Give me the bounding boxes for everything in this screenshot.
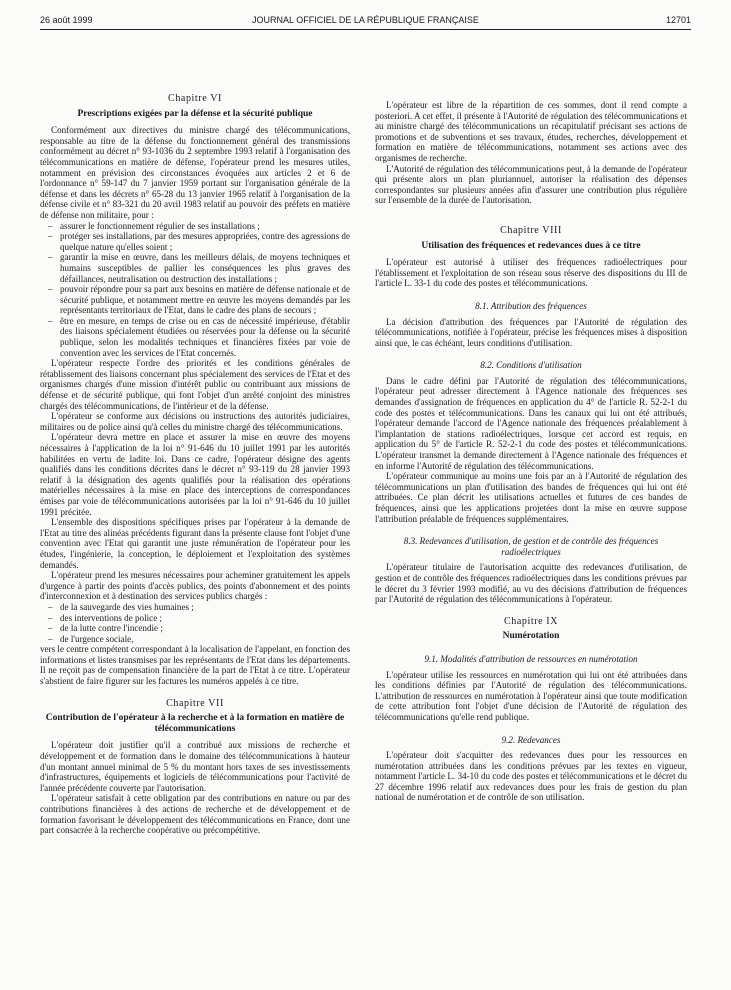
paragraph: Conformément aux directives du ministre chargé des télécommunications, responsable au titre de la défense du fonctionnement général des transmissions conformément au décret n° 93-1036 du 2 septembre 1993 relatif à l'organisation des télécommunications en matière de défense, l'opérateur prend les mesures utiles, notamment en prévision des circonstances évoquées aux articles 2 et 6 de l'ordonnance n° 59-147 du 7 janvier 1959 portant sur l'organisation générale de la défense et dans les décrets n° 65-28 du 13 janvier 1965 relatif à l'organisation de la défense civile et n° 83-321 du 20 avril 1983 relatif au pouvoir des préfets en matière de défense non militaire, pour :: [40, 125, 350, 220]
list-item: – être en mesure, en temps de crise ou en cas de nécessité impérieuse, d'établir des liaisons spécialement étudiées ou réservées pour la défense ou la sécurité publique, selon les modalités techniques et financières fixées par voie de convention avec les services de l'Etat concernés.: [52, 316, 350, 358]
list-item: – de la sauvegarde des vies humaines ;: [52, 602, 350, 613]
paragraph: L'opérateur prend les mesures nécessaires pour acheminer gratuitement les appels d'urgence à partir des points d'accès publics, des points d'abonnement et des points d'interconnexion et à destination des services publics chargés :: [40, 570, 350, 602]
section-8-3-heading: 8.3. Redevances d'utilisation, de gestion et de contrôle des fréquences radioélectriques: [403, 536, 659, 557]
chapter-8-title: Utilisation des fréquences et redevances dues à ce titre: [421, 240, 641, 251]
list-item: – des interventions de police ;: [52, 613, 350, 624]
chapter-8-label: Chapitre VIII: [500, 224, 562, 236]
paragraph: L'Autorité de régulation des télécommunications peut, à la demande de l'opérateur qui présente alors un plan pluriannuel, autoriser la réalisation des dépenses correspondantes sur plusieurs années afin d'assurer une contribution plus régulière sur l'ensemble de la durée de l'autorisation.: [375, 163, 687, 206]
paragraph: Dans le cadre défini par l'Autorité de régulation des télécommunications, l'opérateur peut adresser directement à l'Agence nationale des fréquences ses demandes d'assignation de fréquences en application du 4° de l'article R. 52-2-1 du code des postes et télécommunications. Dans les canaux qui lui ont été attribués, l'opérateur demande l'accord de l'Agence nationale des fréquences préalablement à l'implantation de stations radioélectriques, lorsque cet accord est requis, en application du 5° de l'article R. 52-2-1 du code des postes et télécommunications. L'opérateur transmet la demande directement à l'Agence nationale des fréquences et en informe l'Autorité de régulation des télécommunications.: [375, 375, 687, 471]
header-journal-title: JOURNAL OFFICIEL DE LA RÉPUBLIQUE FRANÇAISE: [252, 15, 479, 25]
left-column: [40, 94, 350, 836]
paragraph: L'opérateur satisfait à cette obligation par des contributions en nature ou par des contributions financières à des actions de recherche et de développement et de formation favorisant le développement des télécommunications en France, dont une part consacrée à la recherche coopérative ou précompétitive.: [40, 793, 350, 836]
section-9-2-heading: 9.2. Redevances: [501, 734, 561, 745]
page-header: [40, 13, 691, 30]
list-item: – garantir la mise en œuvre, dans les meilleurs délais, de moyens techniques et humains susceptibles de pallier les conséquences les plus graves des défaillances, neutralisation ou destruction des installations ;: [52, 252, 350, 284]
paragraph: L'opérateur utilise les ressources en numérotation qui lui ont été attribuées dans les conditions définies par l'Autorité de régulation des télécommunications. L'attribution de ressources en numérotation à l'opérateur ainsi que toute modification de cette attribution font l'objet d'une décision de l'Autorité de régulation des télécommunications qu'elle rend publique.: [375, 669, 687, 722]
right-column: [375, 100, 687, 803]
emergency-services-list: [40, 602, 350, 644]
obligations-list: [40, 221, 350, 359]
paragraph: L'opérateur doit s'acquitter des redevances dues pour les ressources en numérotation attribuées dans les conditions prévues par les textes en vigueur, notamment l'article L. 34-10 du code des postes et télécommunications et le décret du 27 décembre 1996 relatif aux redevances dues pour les frais de gestion du plan national de numérotation et de contrôle de son utilisation.: [375, 750, 687, 803]
paragraph: La décision d'attribution des fréquences par l'Autorité de régulation des télécommunications, notifiée à l'opérateur, précise les fréquences mises à disposition ainsi que, le cas échéant, leurs conditions d'utilisation.: [375, 316, 687, 348]
paragraph: L'opérateur doit justifier qu'il a contribué aux missions de recherche et développement et de formation dans le domaine des télécommunications à hauteur d'un montant annuel minimal de 5 % du montant hors taxes de ses investissements d'infrastructures, équipements et logiciels de télécommunications pour l'activité de l'année précédente couverte par l'autorisation.: [40, 740, 350, 793]
paragraph: L'opérateur se conforme aux décisions ou instructions des autorités judiciaires, militaires ou de police ainsi qu'à celles du ministre chargé des télécommunications.: [40, 411, 350, 432]
paragraph: L'opérateur est autorisé à utiliser des fréquences radioélectriques pour l'établissement et l'exploitation de son réseau sous réserve des dispositions du III de l'article L. 33-1 du code des postes et télécommunications.: [375, 257, 687, 289]
paragraph: vers le centre compétent correspondant à la localisation de l'appelant, en fonction des informations et listes transmises par les représentants de l'Etat dans les départements. Il ne reçoit pas de compensation financière de la part de l'Etat à ce titre. L'opérateur s'abstient de faire figurer sur les factures les numéros appelés à ce titre.: [40, 644, 350, 687]
chapter-9-label: Chapitre IX: [503, 615, 559, 627]
paragraph: L'opérateur titulaire de l'autorisation acquitte des redevances d'utilisation, de gestion et de contrôle des fréquences radioélectriques dans les conditions prévues par le décret du 3 février 1993 modifié, au vu des décisions d'attribution de fréquences par l'Autorité de régulation des télécommunications à l'opérateur.: [375, 562, 687, 605]
chapter-9-title: Numérotation: [502, 631, 560, 642]
section-9-1-heading: 9.1. Modalités d'attribution de ressources en numérotation: [424, 653, 638, 664]
list-item: – pouvoir répondre pour sa part aux besoins en matière de défense nationale et de sécurité publique, et notamment mettre en œuvre les moyens demandés par les représentants territoriaux de l'Etat, dans le cadre des plans de secours ;: [52, 284, 350, 316]
list-item: – de la lutte contre l'incendie ;: [52, 623, 350, 634]
chapter-6-title: Prescriptions exigées par la défense et la sécurité publique: [77, 108, 313, 119]
section-8-2-heading: 8.2. Conditions d'utilisation: [480, 360, 582, 371]
chapter-6-label: Chapitre VI: [168, 93, 222, 104]
header-date: 26 août 1999: [40, 15, 93, 25]
chapter-7-title: Contribution de l'opérateur à la recherche et à la formation en matière de télécommunications: [45, 713, 345, 734]
paragraph: L'opérateur communique au moins une fois par an à l'Autorité de régulation des télécommunications un plan d'utilisation des bandes de fréquences qui lui ont été attribuées. Ce plan décrit les utilisations actuelles et futures de ces bandes de fréquences, ainsi que les applications projetées dont la mise en œuvre suppose l'attribution préalable de fréquences supplémentaires.: [375, 471, 687, 524]
paragraph: L'opérateur respecte l'ordre des priorités et les conditions générales de rétablissement des liaisons concernant plus spécialement des services de l'Etat et des organismes chargés d'une mission d'intérêt public ou contribuant aux missions de défense et de sécurité publique, qui font l'objet d'un arrêté conjoint des ministres chargés des télécommunications, de l'intérieur et de la défense.: [40, 358, 350, 411]
paragraph: L'ensemble des dispositions spécifiques prises par l'opérateur à la demande de l'Etat au titre des alinéas précédents figurant dans la présente clause font l'objet d'une convention avec l'Etat qui garantit une juste rémunération de l'opérateur pour les études, l'ingénierie, la conception, le déploiement et l'exploitation des systèmes demandés.: [40, 517, 350, 570]
header-page-number: 12701: [665, 15, 691, 25]
paragraph: L'opérateur est libre de la répartition de ces sommes, dont il rend compte a posteriori. A cet effet, il présente à l'Autorité de régulation des télécommunications et au ministre chargé des télécommunications un récapitulatif précisant ses actions de promotions et de subventions et ses travaux, études, recherches, développement et formation en matière de télécommunications, notamment ses actions avec des organismes de recherche.: [375, 100, 687, 163]
section-8-1-heading: 8.1. Attribution des fréquences: [475, 300, 587, 311]
chapter-7-label: Chapitre VII: [166, 697, 224, 709]
list-item: – assurer le fonctionnement régulier de ses installations ;: [52, 221, 350, 232]
list-item: – protéger ses installations, par des mesures appropriées, contre des agressions de quelque nature qu'elles soient ;: [52, 231, 350, 252]
list-item: – de l'urgence sociale,: [52, 634, 350, 645]
paragraph: L'opérateur devra mettre en place et assurer la mise en œuvre des moyens nécessaires à l'application de la loi n° 91-646 du 10 juillet 1991 par les autorités habilitées en vertu de ladite loi. Dans ce cadre, l'opérateur désigne des agents qualifiés dans les conditions décrites dans le décret n° 93-119 du 28 janvier 1993 relatif à la désignation des agents qualifiés pour la réalisation des opérations matérielles nécessaires à la mise en place des interceptions de correspondances émises par voie de télécommunications autorisées par la loi n° 91-646 du 10 juillet 1991 précitée.: [40, 432, 350, 517]
